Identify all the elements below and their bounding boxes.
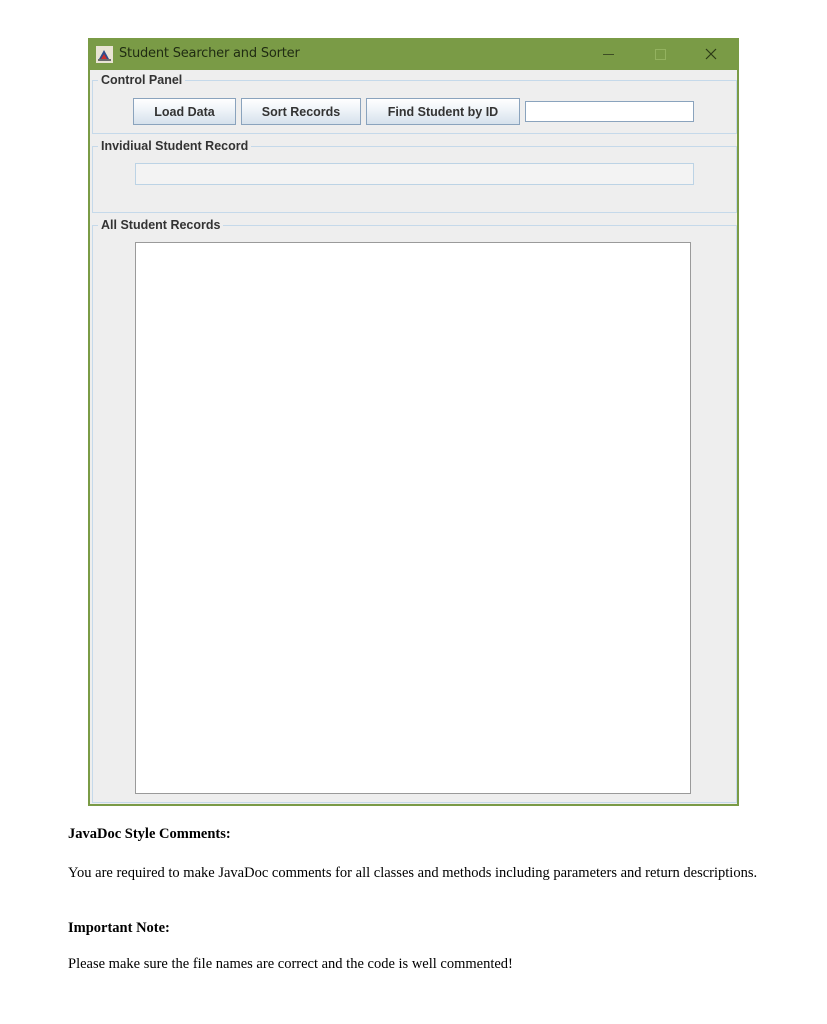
- load-data-button[interactable]: Load Data: [133, 98, 236, 125]
- javadoc-paragraph: You are required to make JavaDoc comments for all classes and methods including parameters and return descriptions.: [68, 865, 758, 881]
- maximize-button[interactable]: [637, 38, 683, 70]
- records-text-area[interactable]: [135, 242, 691, 794]
- java-app-icon: [96, 46, 113, 63]
- important-note-paragraph: Please make sure the file names are correct and the code is well commented!: [68, 956, 513, 972]
- window-content: [90, 70, 737, 804]
- maximize-icon: [655, 49, 666, 60]
- individual-record-field: [135, 163, 694, 185]
- all-records-panel: [92, 218, 737, 803]
- individual-record-panel: [92, 139, 737, 213]
- control-panel-title: Control Panel: [98, 72, 185, 88]
- sort-records-button[interactable]: Sort Records: [241, 98, 361, 125]
- control-panel: [92, 73, 737, 134]
- title-bar[interactable]: [88, 38, 739, 70]
- app-window: [88, 38, 739, 806]
- important-note-heading: Important Note:: [68, 920, 170, 936]
- close-icon: [705, 48, 717, 60]
- minimize-button[interactable]: [585, 38, 631, 70]
- javadoc-heading: JavaDoc Style Comments:: [68, 826, 231, 842]
- student-id-input[interactable]: [525, 101, 694, 122]
- window-title: Student Searcher and Sorter: [119, 46, 300, 61]
- close-button[interactable]: [688, 38, 734, 70]
- all-records-title: All Student Records: [98, 217, 223, 233]
- individual-record-title: Invidiual Student Record: [98, 138, 251, 154]
- find-student-button[interactable]: Find Student by ID: [366, 98, 520, 125]
- minimize-icon: [603, 54, 614, 55]
